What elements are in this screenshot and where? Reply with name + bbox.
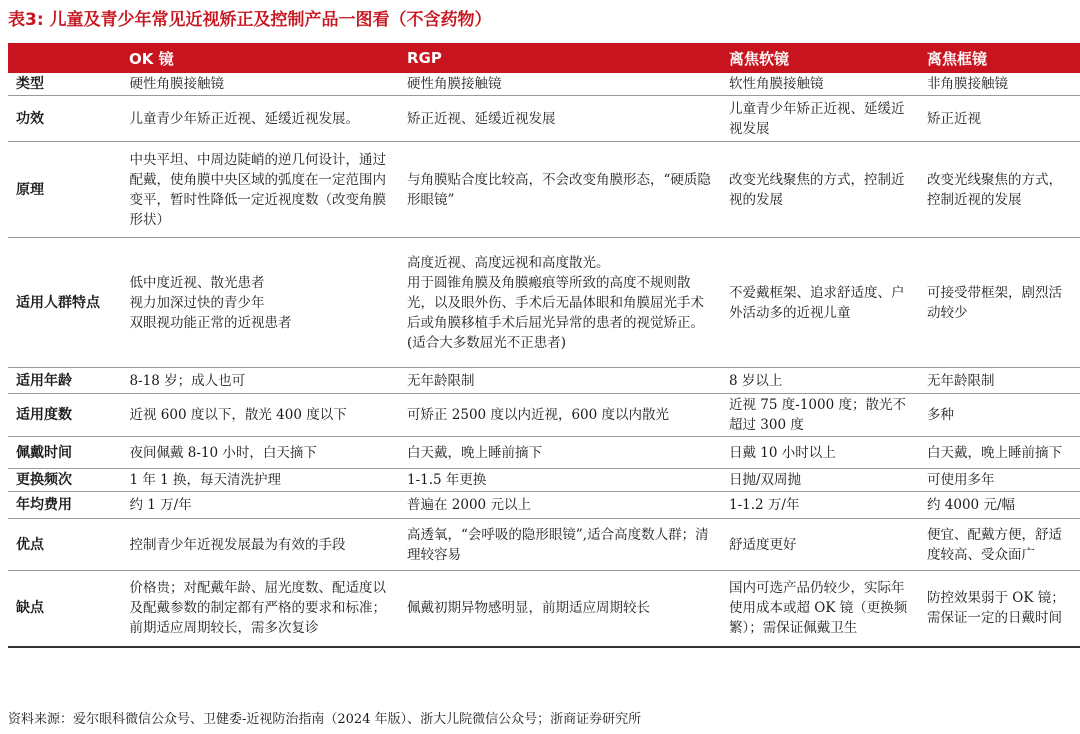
header-cell: 离焦软镜 [721,43,919,73]
table-cell: 可接受带框架，剧烈活动较少 [919,238,1080,368]
table-cell: 控制青少年近视发展最为有效的手段 [121,519,399,571]
row-label: 适用年龄 [8,368,121,394]
row-label: 类型 [8,73,121,96]
table-row [8,437,1080,469]
header-cell: RGP [399,43,721,73]
table-cell: 可使用多年 [919,469,1080,492]
table-row [8,73,1080,96]
table-row [8,238,1080,368]
table-cell: 价格贵；对配戴年龄、屈光度数、配适度以及配戴参数的制定都有严格的要求和标准；前期适应周期较长，需多次复诊 [121,571,399,647]
table-cell: 8-18 岁；成人也可 [121,368,399,394]
header-cell [8,43,121,73]
table-cell: 中央平坦、中周边陡峭的逆几何设计，通过配戴，使角膜中央区域的弧度在一定范围内变平，暂时性降低一定近视度数（改变角膜形状） [121,142,399,238]
table-cell: 近视 75 度-1000 度；散光不超过 300 度 [721,394,919,437]
table-cell: 不爱戴框架、追求舒适度、户外活动多的近视儿童 [721,238,919,368]
table-row [8,394,1080,437]
row-label: 佩戴时间 [8,437,121,469]
table-cell: 低中度近视、散光患者 视力加深过快的青少年 双眼视功能正常的近视患者 [121,238,399,368]
row-label: 适用人群特点 [8,238,121,368]
table-cell: 便宜、配戴方便，舒适度较高、受众面广 [919,519,1080,571]
table-cell: 非角膜接触镜 [919,73,1080,96]
table-cell: 佩戴初期异物感明显，前期适应周期较长 [399,571,721,647]
table-cell: 矫正近视 [919,96,1080,142]
row-label: 功效 [8,96,121,142]
table-cell: 近视 600 度以下，散光 400 度以下 [121,394,399,437]
table-cell: 改变光线聚焦的方式，控制近视的发展 [919,142,1080,238]
table-cell: 白天戴，晚上睡前摘下 [399,437,721,469]
row-label: 原理 [8,142,121,238]
table-cell: 矫正近视、延缓近视发展 [399,96,721,142]
table-cell: 与角膜贴合度比较高，不会改变角膜形态，“硬质隐形眼镜” [399,142,721,238]
header-cell: OK 镜 [121,43,399,73]
row-label: 优点 [8,519,121,571]
table-cell: 1-1.2 万/年 [721,492,919,519]
table-title: 表3: 儿童及青少年常见近视矫正及控制产品一图看（不含药物） [8,10,492,30]
comparison-table [8,43,1080,648]
table-row [8,368,1080,394]
source-note: 资料来源：爱尔眼科微信公众号、卫健委-近视防治指南（2024 年版）、浙大儿院微信公众号；浙商证券研究所 [8,712,642,727]
table-cell: 硬性角膜接触镜 [399,73,721,96]
row-label: 年均费用 [8,492,121,519]
table-cell: 约 1 万/年 [121,492,399,519]
table-row [8,519,1080,571]
table-row [8,142,1080,238]
table-cell: 白天戴，晚上睡前摘下 [919,437,1080,469]
table-cell: 日戴 10 小时以上 [721,437,919,469]
table-cell: 1 年 1 换，每天清洗护理 [121,469,399,492]
header-cell: 离焦框镜 [919,43,1080,73]
row-label: 适用度数 [8,394,121,437]
table-cell: 普遍在 2000 元以上 [399,492,721,519]
table-cell: 夜间佩戴 8-10 小时，白天摘下 [121,437,399,469]
table-cell: 可矫正 2500 度以内近视，600 度以内散光 [399,394,721,437]
table-cell: 高度近视、高度远视和高度散光。 用于圆锥角膜及角膜瘢痕等所致的高度不规则散光，以及眼外伤、手术后无晶体眼和角膜屈光手术后或角膜移植手术后屈光异常的患者的视觉矫正。(适合大多数屈光不正患者) [399,238,721,368]
table-cell: 1-1.5 年更换 [399,469,721,492]
table-row [8,469,1080,492]
table-row [8,571,1080,647]
table-cell: 软性角膜接触镜 [721,73,919,96]
table-cell: 高透氧，“会呼吸的隐形眼镜”,适合高度数人群；清理较容易 [399,519,721,571]
table-cell: 改变光线聚焦的方式，控制近视的发展 [721,142,919,238]
table-row [8,492,1080,519]
table-cell: 舒适度更好 [721,519,919,571]
table-cell: 多种 [919,394,1080,437]
table-cell: 儿童青少年矫正近视、延缓近视发展。 [121,96,399,142]
table-cell: 儿童青少年矫正近视、延缓近视发展 [721,96,919,142]
table-cell: 8 岁以上 [721,368,919,394]
row-label: 缺点 [8,571,121,647]
table-cell: 无年龄限制 [919,368,1080,394]
table-row [8,96,1080,142]
table-cell: 日抛/双周抛 [721,469,919,492]
row-label: 更换频次 [8,469,121,492]
table-cell: 无年龄限制 [399,368,721,394]
table-cell: 防控效果弱于 OK 镜；需保证一定的日戴时间 [919,571,1080,647]
table-cell: 约 4000 元/幅 [919,492,1080,519]
header-row [8,43,1080,73]
table-cell: 硬性角膜接触镜 [121,73,399,96]
table-cell: 国内可选产品仍较少，实际年使用成本或超 OK 镜（更换频繁）；需保证佩戴卫生 [721,571,919,647]
